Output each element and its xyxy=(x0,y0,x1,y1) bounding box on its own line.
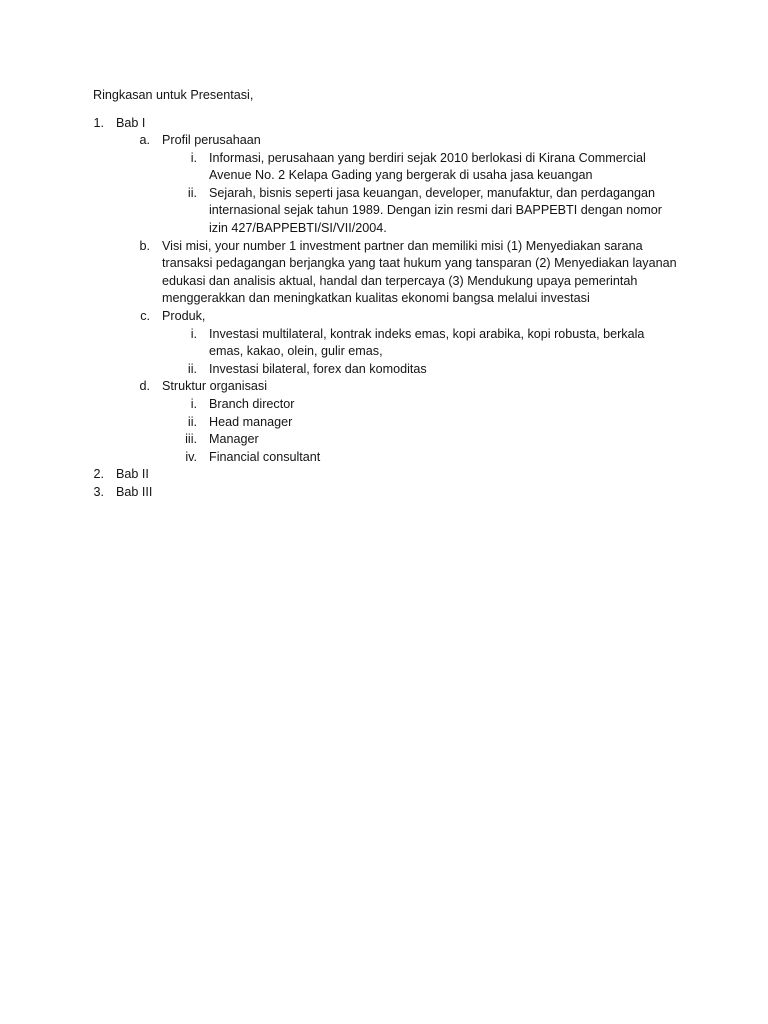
subsection-numeral: i. xyxy=(190,397,197,411)
subsection-text: Manager xyxy=(209,432,259,447)
subsection-numeral: ii. xyxy=(187,185,197,200)
subsection-text: Informasi, perusahaan yang berdiri sejak 2010 berlokasi di Kirana Commercial Avenue No. 2 Kelapa Gading yang bergerak di usaha jasa keuangan xyxy=(209,150,646,183)
subsection-item xyxy=(0,414,768,432)
subsection-text: Investasi bilateral, forex dan komoditas xyxy=(209,361,427,376)
subsection-text: Financial consultant xyxy=(209,449,321,464)
subsection-numeral: iii. xyxy=(185,432,197,447)
subsection-numeral: ii. xyxy=(187,414,197,429)
subsection-item xyxy=(0,326,768,361)
subsection-text: Investasi multilateral, kontrak indeks emas, kopi arabika, kopi robusta, berkala emas, kakao, olein, gulir emas, xyxy=(209,326,645,359)
section-text: Struktur organisasi xyxy=(162,379,267,394)
chapter-number: 2. xyxy=(93,467,104,482)
subsection-item xyxy=(0,185,768,238)
section-text: Visi misi, your number 1 investment partner dan memiliki misi (1) Menyediakan sarana transaksi pedagangan berjangka yang taat hukum yang tansparan (2) Menyediakan layanan edukasi dan analisis aktual, handal dan terpercaya (3) Mendukung upaya pemerintah menggerakkan dan meningkatkan kualitas ekonomi bangsa melalui investasi xyxy=(162,238,677,306)
section-item xyxy=(0,378,768,396)
subsection-numeral: iv. xyxy=(185,449,197,464)
section-text: Profil perusahaan xyxy=(162,133,261,148)
subsection-text: Branch director xyxy=(209,397,295,411)
section-letter: b. xyxy=(139,238,150,253)
chapter-label: Bab III xyxy=(116,484,153,499)
chapter-label: Bab II xyxy=(116,467,149,482)
document-title: Ringkasan untuk Presentasi, xyxy=(93,88,254,102)
section-item xyxy=(0,132,768,150)
subsection-text: Head manager xyxy=(209,414,293,429)
chapter-item xyxy=(0,466,768,484)
chapter-item xyxy=(0,115,768,133)
subsection-numeral: i. xyxy=(190,150,197,165)
section-item xyxy=(0,308,768,326)
outline-list xyxy=(0,115,768,502)
section-letter: d. xyxy=(139,379,150,394)
chapter-item xyxy=(0,484,768,502)
chapter-label: Bab I xyxy=(116,115,146,130)
section-letter: a. xyxy=(139,133,150,148)
subsection-numeral: ii. xyxy=(187,361,197,376)
subsection-numeral: i. xyxy=(190,326,197,341)
subsection-text: Sejarah, bisnis seperti jasa keuangan, developer, manufaktur, dan perdagangan internasional sejak tahun 1989. Dengan izin resmi dari BAPPEBTI dengan nomor izin 427/BAPPEBTI/SI/VII/2004. xyxy=(209,185,662,236)
subsection-item xyxy=(0,150,768,185)
chapter-number: 1. xyxy=(93,115,104,130)
section-item xyxy=(0,238,768,308)
section-text: Produk, xyxy=(162,309,206,324)
subsection-item xyxy=(0,396,768,414)
subsection-item xyxy=(0,449,768,467)
subsection-item xyxy=(0,361,768,379)
chapter-number: 3. xyxy=(93,484,104,499)
subsection-item xyxy=(0,431,768,449)
section-letter: c. xyxy=(140,309,150,324)
